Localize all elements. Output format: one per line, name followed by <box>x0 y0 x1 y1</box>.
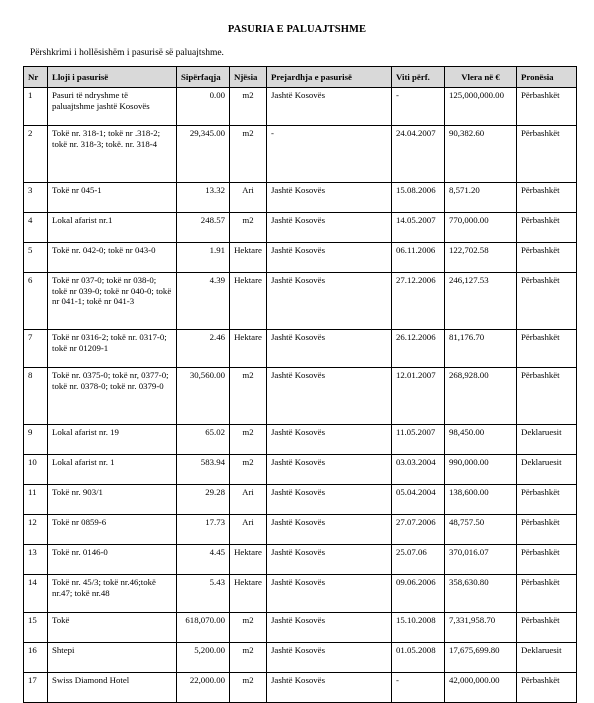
cell-type: Tokë nr. 318-1; tokë nr .318-2; tokë nr. 318-3; tokë. nr. 318-4 <box>48 126 177 183</box>
cell-origin: Jashtë Kosovës <box>267 575 392 613</box>
cell-value: 990,000.00 <box>445 455 517 485</box>
cell-nr: 2 <box>24 126 48 183</box>
cell-ownership: Përbashkët <box>517 613 577 643</box>
cell-ownership: Deklaruesit <box>517 643 577 673</box>
table-row <box>24 643 577 673</box>
col-header-area: Sipërfaqja <box>177 67 230 88</box>
cell-nr: 11 <box>24 485 48 515</box>
cell-unit: Hektare <box>230 273 267 330</box>
cell-origin: Jashtë Kosovës <box>267 545 392 575</box>
cell-value: 81,176.70 <box>445 330 517 368</box>
col-header-value: Vlera në € <box>445 67 517 88</box>
cell-nr: 4 <box>24 213 48 243</box>
cell-type: Swiss Diamond Hotel <box>48 673 177 703</box>
cell-type: Tokë nr. 0146-0 <box>48 545 177 575</box>
cell-unit: m2 <box>230 613 267 643</box>
cell-nr: 3 <box>24 183 48 213</box>
cell-origin: Jashtë Kosovës <box>267 88 392 126</box>
table-row <box>24 673 577 703</box>
cell-type: Tokë nr 045-1 <box>48 183 177 213</box>
cell-value: 122,702.58 <box>445 243 517 273</box>
cell-area: 22,000.00 <box>177 673 230 703</box>
cell-origin: Jashtë Kosovës <box>267 273 392 330</box>
cell-unit: m2 <box>230 88 267 126</box>
cell-year: 26.12.2006 <box>392 330 445 368</box>
cell-year: 12.01.2007 <box>392 368 445 425</box>
cell-unit: m2 <box>230 368 267 425</box>
cell-area: 13.32 <box>177 183 230 213</box>
cell-ownership: Përbashkët <box>517 575 577 613</box>
cell-ownership: Përbashkët <box>517 368 577 425</box>
page-title: PASURIA E PALUAJTSHME <box>227 24 367 35</box>
cell-area: 17.73 <box>177 515 230 545</box>
cell-origin: Jashtë Kosovës <box>267 330 392 368</box>
cell-origin: Jashtë Kosovës <box>267 213 392 243</box>
cell-nr: 5 <box>24 243 48 273</box>
cell-nr: 15 <box>24 613 48 643</box>
cell-origin: Jashtë Kosovës <box>267 425 392 455</box>
cell-unit: Ari <box>230 515 267 545</box>
cell-ownership: Deklaruesit <box>517 425 577 455</box>
cell-ownership: Përbashkët <box>517 273 577 330</box>
cell-type: Lokal afarist nr. 1 <box>48 455 177 485</box>
cell-origin: Jashtë Kosovës <box>267 515 392 545</box>
cell-type: Tokë nr 037-0; tokë nr 038-0; tokë nr 039-0; tokë nr 040-0; tokë nr 041-1; tokë nr 041-3 <box>48 273 177 330</box>
property-table <box>23 66 577 703</box>
cell-year: - <box>392 673 445 703</box>
cell-ownership: Përbashkët <box>517 673 577 703</box>
cell-nr: 10 <box>24 455 48 485</box>
cell-ownership: Përbashkët <box>517 213 577 243</box>
cell-type: Lokal afarist nr. 19 <box>48 425 177 455</box>
cell-year: 24.04.2007 <box>392 126 445 183</box>
table-row <box>24 485 577 515</box>
cell-year: 11.05.2007 <box>392 425 445 455</box>
table-row <box>24 243 577 273</box>
table-row <box>24 88 577 126</box>
cell-nr: 6 <box>24 273 48 330</box>
cell-origin: Jashtë Kosovës <box>267 243 392 273</box>
cell-unit: Hektare <box>230 575 267 613</box>
cell-type: Tokë nr. 903/1 <box>48 485 177 515</box>
cell-area: 2.46 <box>177 330 230 368</box>
cell-nr: 16 <box>24 643 48 673</box>
cell-type: Tokë nr 0859-6 <box>48 515 177 545</box>
cell-unit: Hektare <box>230 243 267 273</box>
cell-year: 27.12.2006 <box>392 273 445 330</box>
cell-origin: Jashtë Kosovës <box>267 183 392 213</box>
cell-value: 17,675,699.80 <box>445 643 517 673</box>
cell-value: 358,630.80 <box>445 575 517 613</box>
cell-value: 268,928.00 <box>445 368 517 425</box>
cell-value: 48,757.50 <box>445 515 517 545</box>
cell-value: 8,571.20 <box>445 183 517 213</box>
cell-value: 7,331,958.70 <box>445 613 517 643</box>
cell-area: 65.02 <box>177 425 230 455</box>
cell-unit: Ari <box>230 485 267 515</box>
cell-origin: - <box>267 126 392 183</box>
cell-origin: Jashtë Kosovës <box>267 613 392 643</box>
cell-unit: Hektare <box>230 545 267 575</box>
cell-nr: 1 <box>24 88 48 126</box>
cell-area: 5,200.00 <box>177 643 230 673</box>
cell-area: 0.00 <box>177 88 230 126</box>
cell-area: 29,345.00 <box>177 126 230 183</box>
cell-year: 14.05.2007 <box>392 213 445 243</box>
cell-unit: m2 <box>230 425 267 455</box>
cell-area: 5.43 <box>177 575 230 613</box>
cell-unit: m2 <box>230 126 267 183</box>
cell-year: 15.08.2006 <box>392 183 445 213</box>
col-header-type: Lloji i pasurisë <box>48 67 177 88</box>
cell-value: 370,016.07 <box>445 545 517 575</box>
cell-year: 25.07.06 <box>392 545 445 575</box>
cell-unit: Ari <box>230 183 267 213</box>
table-row <box>24 455 577 485</box>
cell-nr: 7 <box>24 330 48 368</box>
cell-ownership: Përbashkët <box>517 126 577 183</box>
table-row <box>24 545 577 575</box>
cell-type: Shtepi <box>48 643 177 673</box>
table-row <box>24 330 577 368</box>
table-row <box>24 183 577 213</box>
cell-area: 4.45 <box>177 545 230 575</box>
cell-nr: 9 <box>24 425 48 455</box>
section-description: Përshkrimi i hollësishëm i pasurisë së paluajtshme. <box>30 48 224 58</box>
cell-type: Tokë nr. 0375-0; tokë nr, 0377-0; tokë nr. 0378-0; tokë nr. 0379-0 <box>48 368 177 425</box>
cell-type: Pasuri të ndryshme të paluajtshme jashtë Kosovës <box>48 88 177 126</box>
table-row <box>24 273 577 330</box>
cell-ownership: Përbashkët <box>517 545 577 575</box>
table-row <box>24 213 577 243</box>
cell-year: 03.03.2004 <box>392 455 445 485</box>
cell-area: 583.94 <box>177 455 230 485</box>
table-header-row <box>24 67 577 88</box>
cell-unit: m2 <box>230 643 267 673</box>
cell-ownership: Përbashkët <box>517 183 577 213</box>
cell-type: Tokë nr. 45/3; tokë nr.46;tokë nr.47; tokë nr.48 <box>48 575 177 613</box>
col-header-ownership: Pronësia <box>517 67 577 88</box>
table-row <box>24 575 577 613</box>
table-row <box>24 613 577 643</box>
cell-origin: Jashtë Kosovës <box>267 455 392 485</box>
cell-type: Tokë nr. 042-0; tokë nr 043-0 <box>48 243 177 273</box>
cell-origin: Jashtë Kosovës <box>267 485 392 515</box>
cell-nr: 14 <box>24 575 48 613</box>
cell-ownership: Përbashkët <box>517 515 577 545</box>
cell-ownership: Përbashkët <box>517 485 577 515</box>
cell-ownership: Përbashkët <box>517 330 577 368</box>
cell-area: 1.91 <box>177 243 230 273</box>
col-header-unit: Njësia <box>230 67 267 88</box>
cell-value: 98,450.00 <box>445 425 517 455</box>
cell-value: 42,000,000.00 <box>445 673 517 703</box>
cell-year: 27.07.2006 <box>392 515 445 545</box>
cell-value: 90,382.60 <box>445 126 517 183</box>
cell-origin: Jashtë Kosovës <box>267 368 392 425</box>
col-header-year: Viti përf. <box>392 67 445 88</box>
cell-year: 15.10.2008 <box>392 613 445 643</box>
cell-origin: Jashtë Kosovës <box>267 673 392 703</box>
cell-area: 248.57 <box>177 213 230 243</box>
cell-nr: 8 <box>24 368 48 425</box>
cell-type: Tokë <box>48 613 177 643</box>
table-row <box>24 425 577 455</box>
cell-area: 30,560.00 <box>177 368 230 425</box>
cell-value: 125,000,000.00 <box>445 88 517 126</box>
cell-unit: m2 <box>230 673 267 703</box>
cell-year: 09.06.2006 <box>392 575 445 613</box>
table-row <box>24 515 577 545</box>
cell-unit: m2 <box>230 213 267 243</box>
cell-area: 4.39 <box>177 273 230 330</box>
cell-area: 29.28 <box>177 485 230 515</box>
col-header-origin: Prejardhja e pasurisë <box>267 67 392 88</box>
cell-type: Tokë nr 0316-2; tokë nr. 0317-0; tokë nr 01209-1 <box>48 330 177 368</box>
cell-value: 770,000.00 <box>445 213 517 243</box>
cell-unit: Hektare <box>230 330 267 368</box>
cell-value: 138,600.00 <box>445 485 517 515</box>
cell-year: 06.11.2006 <box>392 243 445 273</box>
table-row <box>24 368 577 425</box>
cell-ownership: Deklaruesit <box>517 455 577 485</box>
cell-unit: m2 <box>230 455 267 485</box>
cell-value: 246,127.53 <box>445 273 517 330</box>
cell-year: - <box>392 88 445 126</box>
cell-area: 618,070.00 <box>177 613 230 643</box>
cell-year: 05.04.2004 <box>392 485 445 515</box>
cell-ownership: Përbashkët <box>517 243 577 273</box>
cell-nr: 12 <box>24 515 48 545</box>
table-row <box>24 126 577 183</box>
cell-nr: 13 <box>24 545 48 575</box>
cell-year: 01.05.2008 <box>392 643 445 673</box>
cell-nr: 17 <box>24 673 48 703</box>
col-header-nr: Nr <box>24 67 48 88</box>
cell-ownership: Përbashkët <box>517 88 577 126</box>
cell-type: Lokal afarist nr.1 <box>48 213 177 243</box>
cell-origin: Jashtë Kosovës <box>267 643 392 673</box>
